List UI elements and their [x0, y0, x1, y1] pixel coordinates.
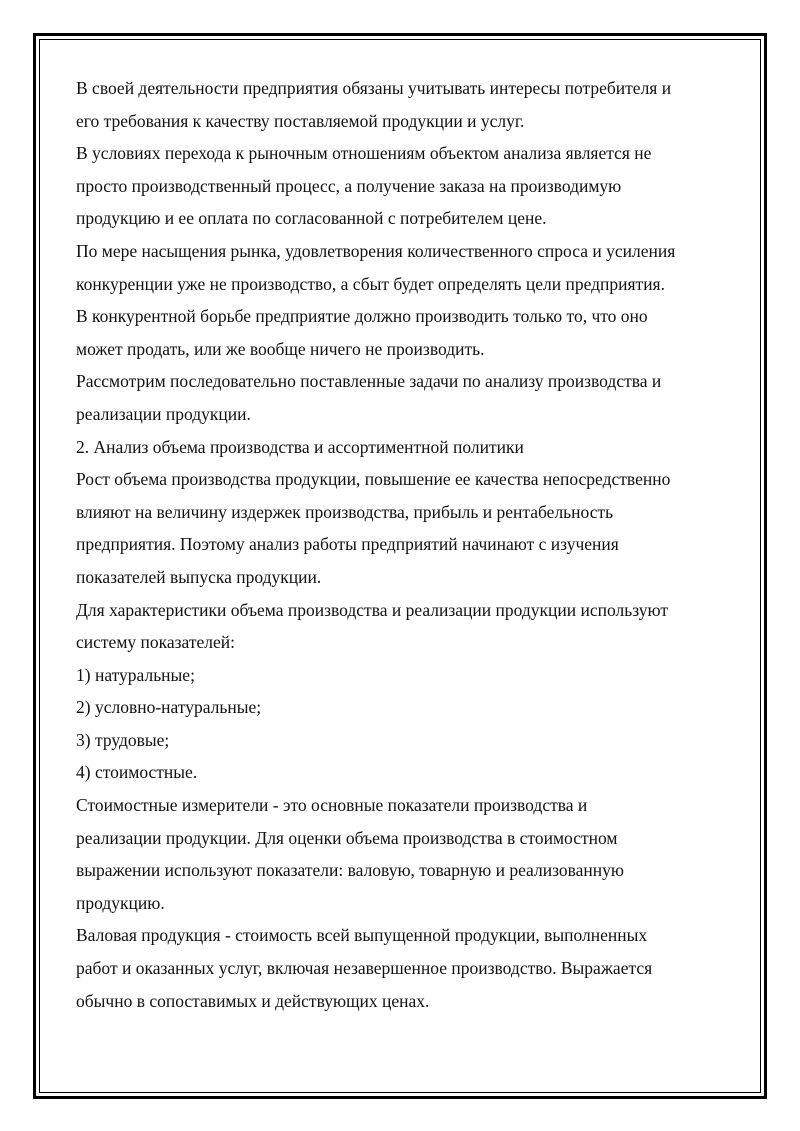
text-line: может продать, или же вообще ничего не производить.	[76, 338, 485, 359]
text-line: систему показателей:	[76, 632, 236, 653]
text-line: Для характеристики объема производства и реализации продукции используют	[76, 599, 669, 620]
list-item: 3) трудовые;	[76, 729, 170, 750]
list-item: 1) натуральные;	[76, 664, 195, 685]
text-line: Валовая продукция - стоимость всей выпущенной продукции, выполненных	[76, 925, 648, 946]
document-body	[76, 72, 736, 1017]
text-line: его требования к качеству поставляемой продукции и услуг.	[76, 110, 525, 131]
text-line: обычно в сопоставимых и действующих ценах.	[76, 990, 430, 1011]
text-line: продукцию.	[76, 892, 165, 913]
text-line: В конкурентной борьбе предприятие должно производить только то, что оно	[76, 306, 648, 327]
text-line: предприятия. Поэтому анализ работы предприятий начинают с изучения	[76, 534, 619, 555]
list-item: 2) условно-натуральные;	[76, 697, 262, 718]
text-line: конкуренции уже не производство, а сбыт будет определять цели предприятия.	[76, 273, 665, 294]
text-line: В условиях перехода к рыночным отношениям объектом анализа является не	[76, 143, 652, 164]
list-item: 4) стоимостные.	[76, 762, 198, 783]
text-line: По мере насыщения рынка, удовлетворения количественного спроса и усиления	[76, 240, 676, 261]
text-line: влияют на величину издержек производства, прибыль и рентабельность	[76, 501, 614, 522]
text-line: просто производственный процесс, а получение заказа на производимую	[76, 175, 622, 196]
text-line: В своей деятельности предприятия обязаны учитывать интересы потребителя и	[76, 78, 672, 98]
text-line: работ и оказанных услуг, включая незавершенное производство. Выражается	[76, 958, 653, 979]
text-line: Рассмотрим последовательно поставленные задачи по анализу производства и	[76, 371, 662, 392]
text-line: реализации продукции. Для оценки объема производства в стоимостном	[76, 827, 618, 848]
text-line: Рост объема производства продукции, повышение ее качества непосредственно	[76, 469, 671, 490]
text-line: Стоимостные измерители - это основные показатели производства и	[76, 795, 588, 816]
text-line: продукцию и ее оплата по согласованной с потребителем цене.	[76, 208, 547, 229]
text-line: показателей выпуска продукции.	[76, 566, 322, 587]
text-line: реализации продукции.	[76, 403, 251, 424]
text-line: выражении используют показатели: валовую, товарную и реализованную	[76, 860, 624, 881]
section-heading: 2. Анализ объема производства и ассортиментной политики	[76, 436, 524, 457]
